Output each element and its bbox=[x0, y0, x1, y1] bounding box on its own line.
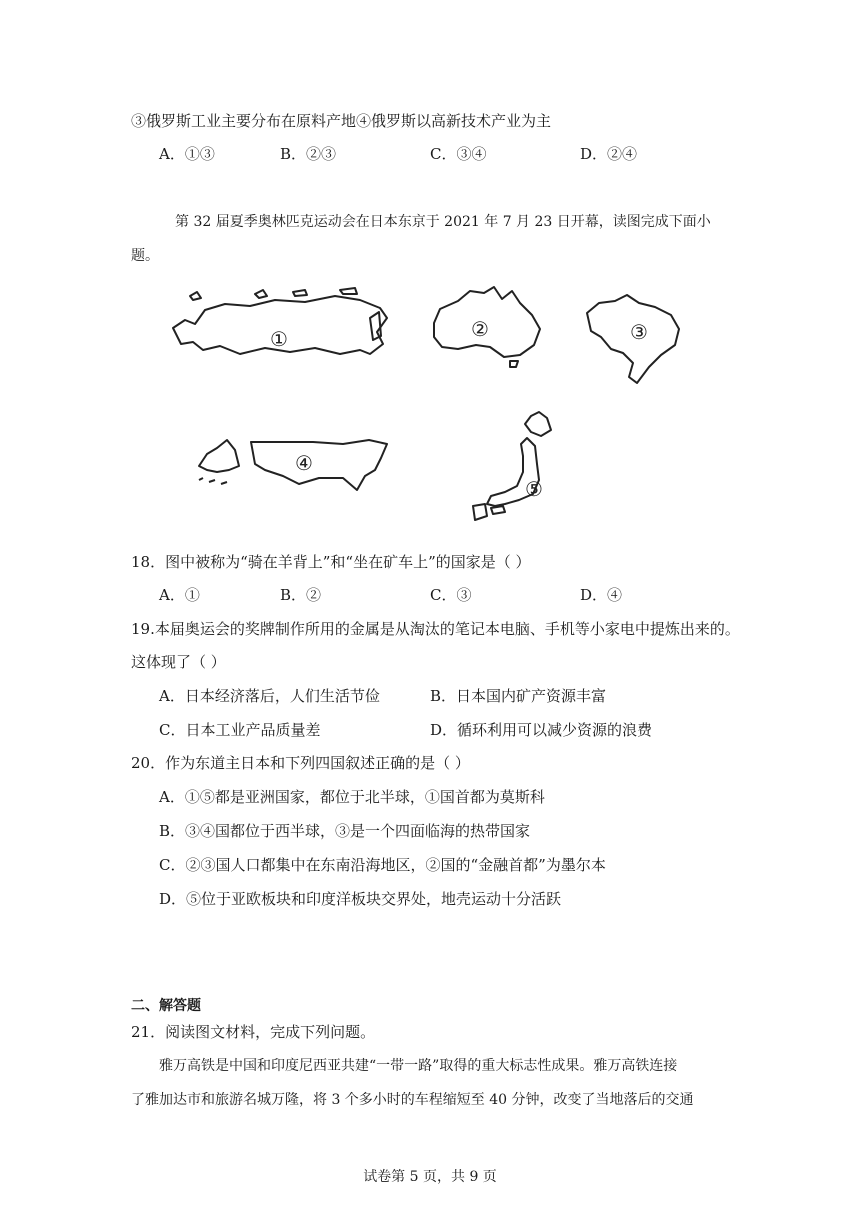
q17-option-b: B．②③ bbox=[280, 145, 337, 163]
q19-option-d: D．循环利用可以减少资源的浪费 bbox=[430, 721, 653, 739]
q19-option-b: B．日本国内矿产资源丰富 bbox=[430, 687, 607, 705]
q18-option-c: C．③ bbox=[430, 586, 472, 604]
q19-stem-line-2: 这体现了（ ） bbox=[131, 653, 226, 671]
q19-option-c: C．日本工业产品质量差 bbox=[159, 721, 321, 739]
q17-option-a: A．①③ bbox=[159, 145, 215, 163]
q20-option-b: B．③④国都位于西半球，③是一个四面临海的热带国家 bbox=[159, 822, 531, 840]
q20-option-d: D．⑤位于亚欧板块和印度洋板块交界处，地壳运动十分活跃 bbox=[159, 890, 562, 908]
map-label-2: ② bbox=[471, 317, 489, 341]
q20-stem: 20．作为东道主日本和下列四国叙述正确的是（ ） bbox=[131, 754, 470, 772]
map-label-1: ① bbox=[270, 327, 288, 351]
q18-stem: 18．图中被称为“骑在羊背上”和“坐在矿车上”的国家是（ ） bbox=[131, 553, 531, 571]
australia-outline-map bbox=[428, 285, 548, 367]
q18-option-a: A．① bbox=[159, 586, 200, 604]
section-heading: 二、解答题 bbox=[131, 998, 201, 1014]
q18-option-b: B．② bbox=[280, 586, 322, 604]
q19-option-a: A．日本经济落后，人们生活节俭 bbox=[159, 687, 380, 705]
page-footer: 试卷第 5 页，共 9 页 bbox=[363, 1169, 497, 1185]
q17-statement-line: ③俄罗斯工业主要分布在原料产地④俄罗斯以高新技术产业为主 bbox=[131, 112, 552, 130]
russia-outline-map bbox=[165, 288, 395, 368]
map-label-3: ③ bbox=[630, 320, 648, 344]
brazil-outline-map bbox=[583, 293, 683, 385]
usa-outline-map bbox=[193, 436, 393, 494]
map-label-5: ⑤ bbox=[525, 477, 543, 501]
intro-line-2: 题。 bbox=[131, 248, 159, 264]
q20-option-a: A．①⑤都是亚洲国家，都位于北半球，①国首都为莫斯科 bbox=[159, 788, 545, 806]
q19-stem-line-1: 19.本届奥运会的奖牌制作所用的金属是从淘汰的笔记本电脑、手机等小家电中提炼出来的。 bbox=[131, 620, 740, 638]
material-paragraph-line-1: 雅万高铁是中国和印度尼西亚共建“一带一路”取得的重大标志性成果。雅万高铁连接 bbox=[159, 1058, 678, 1074]
q20-option-c: C．②③国人口都集中在东南沿海地区，②国的“金融首都”为墨尔本 bbox=[159, 856, 606, 874]
q17-option-c: C．③④ bbox=[430, 145, 487, 163]
japan-outline-map bbox=[465, 408, 555, 524]
q18-option-d: D．④ bbox=[580, 586, 623, 604]
q17-option-d: D．②④ bbox=[580, 145, 638, 163]
map-label-4: ④ bbox=[295, 451, 313, 475]
intro-line-1: 第 32 届夏季奥林匹克运动会在日本东京于 2021 年 7 月 23 日开幕，读图完成下面小 bbox=[175, 214, 711, 230]
q21-stem: 21．阅读图文材料，完成下列问题。 bbox=[131, 1023, 376, 1041]
material-paragraph-line-2: 了雅加达市和旅游名城万隆，将 3 个多小时的车程缩短至 40 分钟，改变了当地落后的交通 bbox=[131, 1092, 694, 1108]
